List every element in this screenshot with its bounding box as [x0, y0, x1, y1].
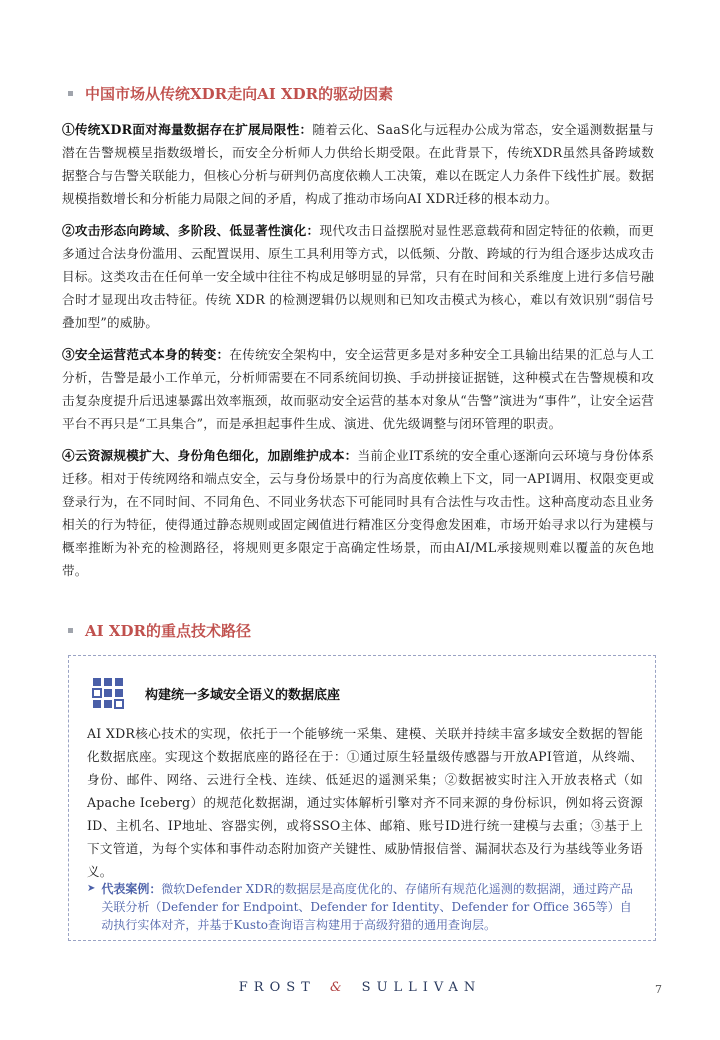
paragraph-lead: ②攻击形态向跨域、多阶段、低显著性演化：	[62, 223, 320, 238]
case-lead: 代表案例：	[101, 882, 162, 896]
brand-ampersand: &	[329, 980, 342, 995]
paragraph-body: 在传统安全架构中，安全运营更多是对多种安全工具输出结果的汇总与人工分析，告警是最小工作单元，分析师需要在不同系统间切换、手动拼接证据链，这种模式在告警规模和攻击复杂度提升后迅速暴露出效率瓶颈，故而驱动安全运营的基本对象从“告警”演进为“事件”，让安全运营平台不再只是“工具集合”，而是承担起事件生成、演进、优先级调整与闭环管理的职责。	[62, 347, 654, 431]
paragraph-lead: ①传统XDR面对海量数据存在扩展局限性：	[62, 122, 313, 137]
page-number: 7	[655, 983, 662, 996]
grid-icon	[91, 676, 125, 710]
paragraph-body: 当前企业IT系统的安全重心逐渐向云环境与身份体系迁移。相对于传统网络和端点安全，云与身份场景中的行为高度依赖上下文，同一API调用、权限变更或登录行为，在不同时间、不同角色、不同业务状态下可能同时具有合法性与攻击性。这种高度动态且业务相关的行为特征，使得通过静态规则或固定阈值进行精准区分变得愈发困难，市场开始寻求以行为建模与概率推断为补充的检测路径，将规则更多限定于高确定性场景，而由AI/ML承接规则难以覆盖的灰色地带。	[62, 448, 654, 578]
paragraph-lead: ④云资源规模扩大、身份角色细化，加剧维护成本：	[62, 448, 358, 463]
paragraph-body: 现代攻击日益摆脱对显性恶意载荷和固定特征的依赖，而更多通过合法身份滥用、云配置误用、原生工具利用等方式，以低频、分散、跨域的行为组合逐步达成攻击目标。这类攻击在任何单一安全域中往往不构成足够明显的异常，只有在时间和关系维度上进行多信号融合时才显现出攻击特征。传统 XDR 的检测逻辑仍以规则和已知攻击模式为核心，难以有效识别“弱信号叠加型”的威胁。	[62, 223, 655, 330]
section-heading-tech-path	[68, 620, 251, 641]
paragraph-2	[62, 219, 654, 334]
paragraph-body: 随着云化、SaaS化与远程办公成为常态，安全遥测数据量与潜在告警规模呈指数级增长，而安全分析师人力供给长期受限。在此背景下，传统XDR虽然具备跨域数据整合与告警关联能力，但核心分析与研判仍高度依赖人工决策，难以在既定人力条件下线性扩展。数据规模指数增长和分析能力局限之间的矛盾，构成了推动市场向AI XDR迁移的根本动力。	[62, 122, 654, 206]
case-text	[101, 880, 643, 934]
section-title: 中国市场从传统XDR走向AI XDR的驱动因素	[85, 85, 394, 103]
case-study	[87, 880, 643, 934]
case-body: 微软Defender XDR的数据层是高度优化的、存储所有规范化遥测的数据湖，通过跨产品关联分析（Defender for Endpoint、Defender for Identity、Defender for Office 365等）自动执行实体对齐，并基于Kusto查询语言构建用于高级狩猎的通用查询层。	[101, 882, 633, 932]
paragraph-lead: ③安全运营范式本身的转变：	[62, 347, 230, 362]
section-title: AI XDR的重点技术路径	[85, 622, 251, 640]
brand-right: SULLIVAN	[361, 980, 482, 995]
arrow-right-icon: ➤	[87, 883, 96, 894]
heading-bullet	[68, 628, 73, 633]
brand-logo	[0, 980, 720, 995]
box-body: AI XDR核心技术的实现，依托于一个能够统一采集、建模、关联并持续丰富多域安全数据的智能化数据底座。实现这个数据底座的路径在于：①通过原生轻量级传感器与开放API管道，从终端、身份、邮件、网络、云进行全栈、连续、低延迟的遥测采集；②数据被实时注入开放表格式（如Apache Iceberg）的规范化数据湖，通过实体解析引擎对齐不同来源的身份标识，例如将云资源ID、主机名、IP地址、容器实例，或将SSO主体、邮箱、账号ID进行统一建模与去重；③基于上下文管道，为每个实体和事件动态附加资产关键性、威胁情报信誉、漏洞状态及行为基线等业务语义。	[87, 726, 643, 879]
paragraph-1	[62, 118, 654, 210]
paragraph-3	[62, 343, 654, 435]
data-foundation-box	[68, 655, 656, 941]
heading-bullet	[68, 91, 73, 96]
drivers-content	[62, 118, 654, 591]
section-heading-drivers	[68, 83, 393, 104]
brand-left: FROST	[238, 980, 316, 995]
box-title: 构建统一多域安全语义的数据底座	[145, 688, 341, 703]
paragraph-4	[62, 444, 654, 582]
